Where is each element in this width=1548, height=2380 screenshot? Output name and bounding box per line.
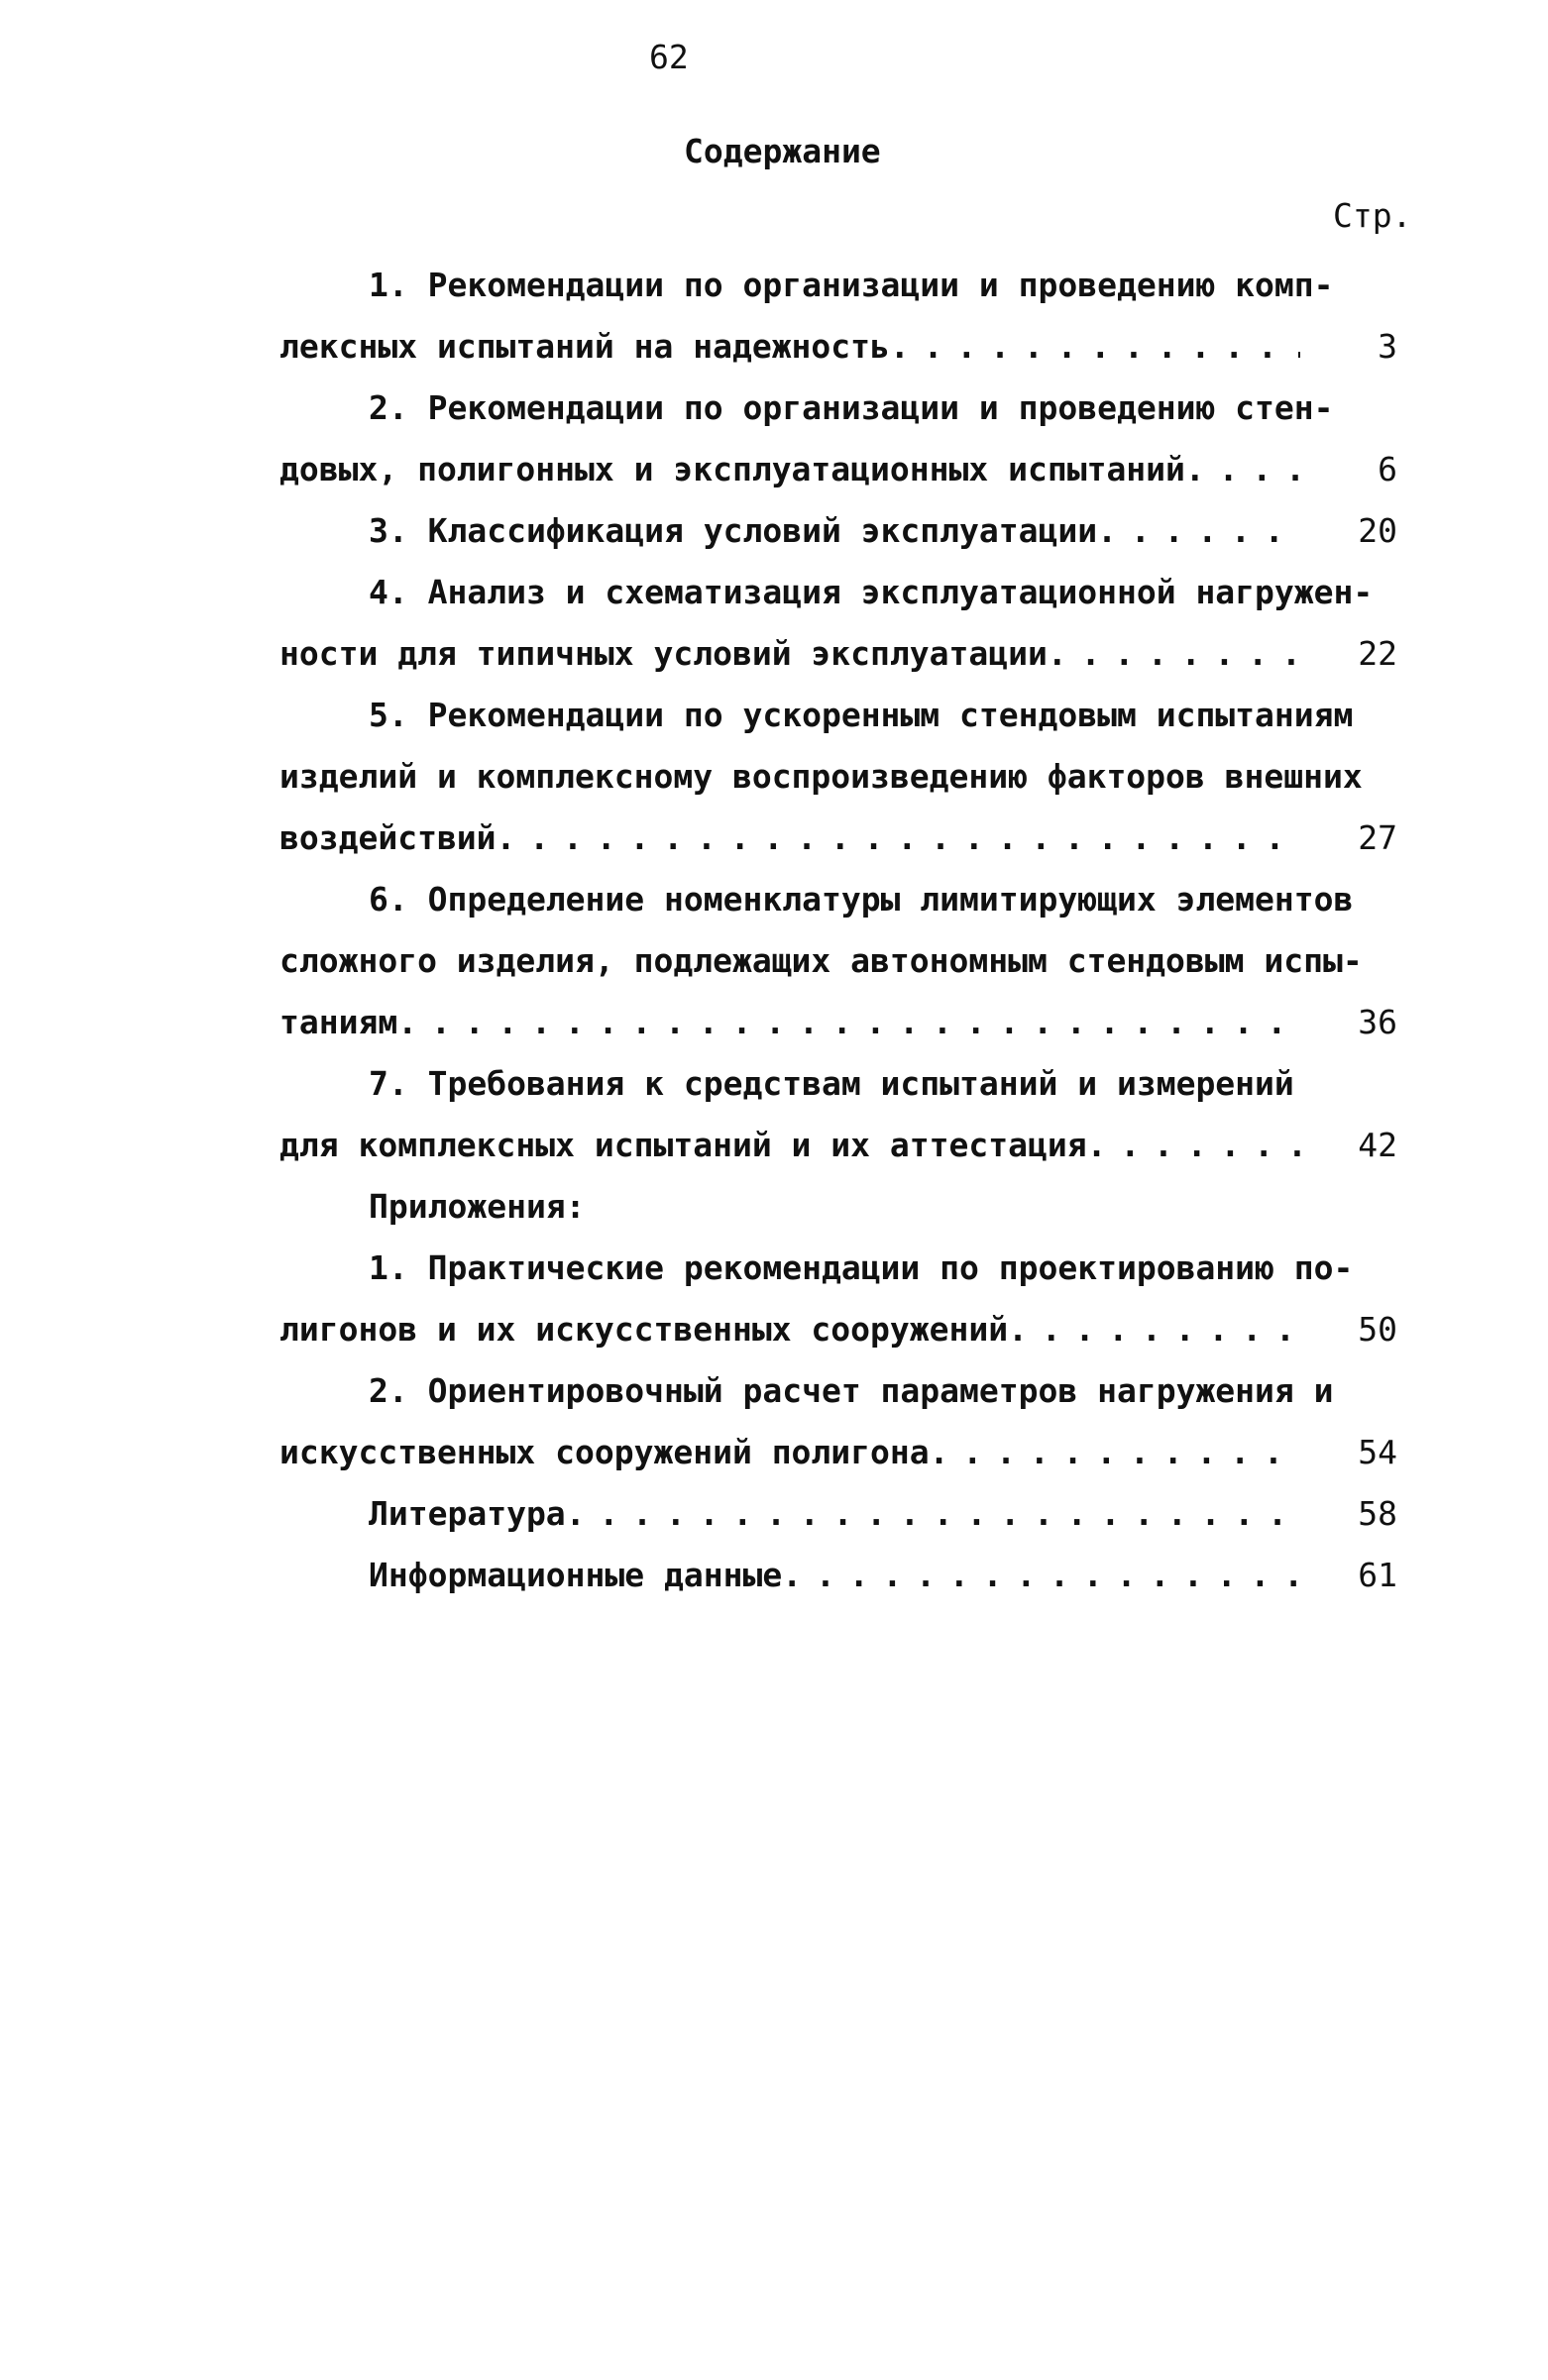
info-data-page: 61	[1358, 1556, 1397, 1594]
toc-entry-4-page: 22	[1358, 634, 1397, 673]
toc-entry-7-line-1: 7. Требования к средствам испытаний и измерений	[369, 1064, 1294, 1103]
page-number: 62	[649, 38, 689, 76]
toc-entry-7-page: 42	[1358, 1126, 1397, 1164]
info-data-entry: Информационные данные . . .	[369, 1554, 1300, 1597]
toc-entry-5-line-3: воздействий . . .	[279, 816, 1300, 860]
toc-entry-6-line-2: сложного изделия, подлежащих автономным стендовым испы-	[279, 941, 1363, 980]
toc-entry-6-line-3: таниям . . .	[279, 1001, 1300, 1044]
toc-entry-4-line-2: ности для типичных условий эксплуатации . . .	[279, 632, 1300, 676]
literature-entry: Литература . . .	[369, 1492, 1300, 1536]
appendix-entry-1-line-1: 1. Практические рекомендации по проектированию по-	[369, 1248, 1354, 1287]
toc-entry-6-page: 36	[1358, 1003, 1397, 1041]
toc-entry-5-line-1: 5. Рекомендации по ускоренным стендовым испытаниям	[369, 696, 1354, 734]
appendix-entry-2-page: 54	[1358, 1433, 1397, 1471]
toc-entry-1-line-2: лексных испытаний на надежность . . .	[279, 325, 1300, 369]
appendix-entry-1-line-2: лигонов и их искусственных сооружений . . .	[279, 1308, 1300, 1352]
appendix-entry-2-line-1: 2. Ориентировочный расчет параметров нагружения и	[369, 1371, 1334, 1410]
toc-entry-4-line-1: 4. Анализ и схематизация эксплуатационной нагружен-	[369, 573, 1374, 611]
toc-entry-5-line-2: изделий и комплексному воспроизведению факторов внешних	[279, 757, 1363, 796]
appendix-entry-1-page: 50	[1358, 1310, 1397, 1349]
toc-entry-5-page: 27	[1358, 818, 1397, 857]
toc-entry-1-page: 3	[1378, 327, 1397, 366]
toc-entry-6-line-1: 6. Определение номенклатуры лимитирующих элементов	[369, 880, 1354, 919]
toc-entry-3-page: 20	[1358, 511, 1397, 550]
toc-entry-2-page: 6	[1378, 450, 1397, 488]
toc-entry-7-line-2: для комплексных испытаний и их аттестация . . .	[279, 1124, 1300, 1167]
toc-title: Содержание	[684, 132, 881, 170]
toc-entry-2-line-1: 2. Рекомендации по организации и проведению стен-	[369, 388, 1334, 427]
toc-entry-2-line-2: довых, полигонных и эксплуатационных испытаний . . .	[279, 448, 1300, 491]
toc-entry-3-line-1: 3. Классификация условий эксплуатации . . .	[369, 509, 1300, 553]
appendix-entry-2-line-2: искусственных сооружений полигона . . .	[279, 1431, 1300, 1474]
toc-entry-1-line-1: 1. Рекомендации по организации и проведению комп-	[369, 266, 1334, 304]
appendix-heading: Приложения:	[369, 1187, 586, 1226]
literature-page: 58	[1358, 1494, 1397, 1533]
page-column-label: Стр.	[1333, 196, 1412, 235]
